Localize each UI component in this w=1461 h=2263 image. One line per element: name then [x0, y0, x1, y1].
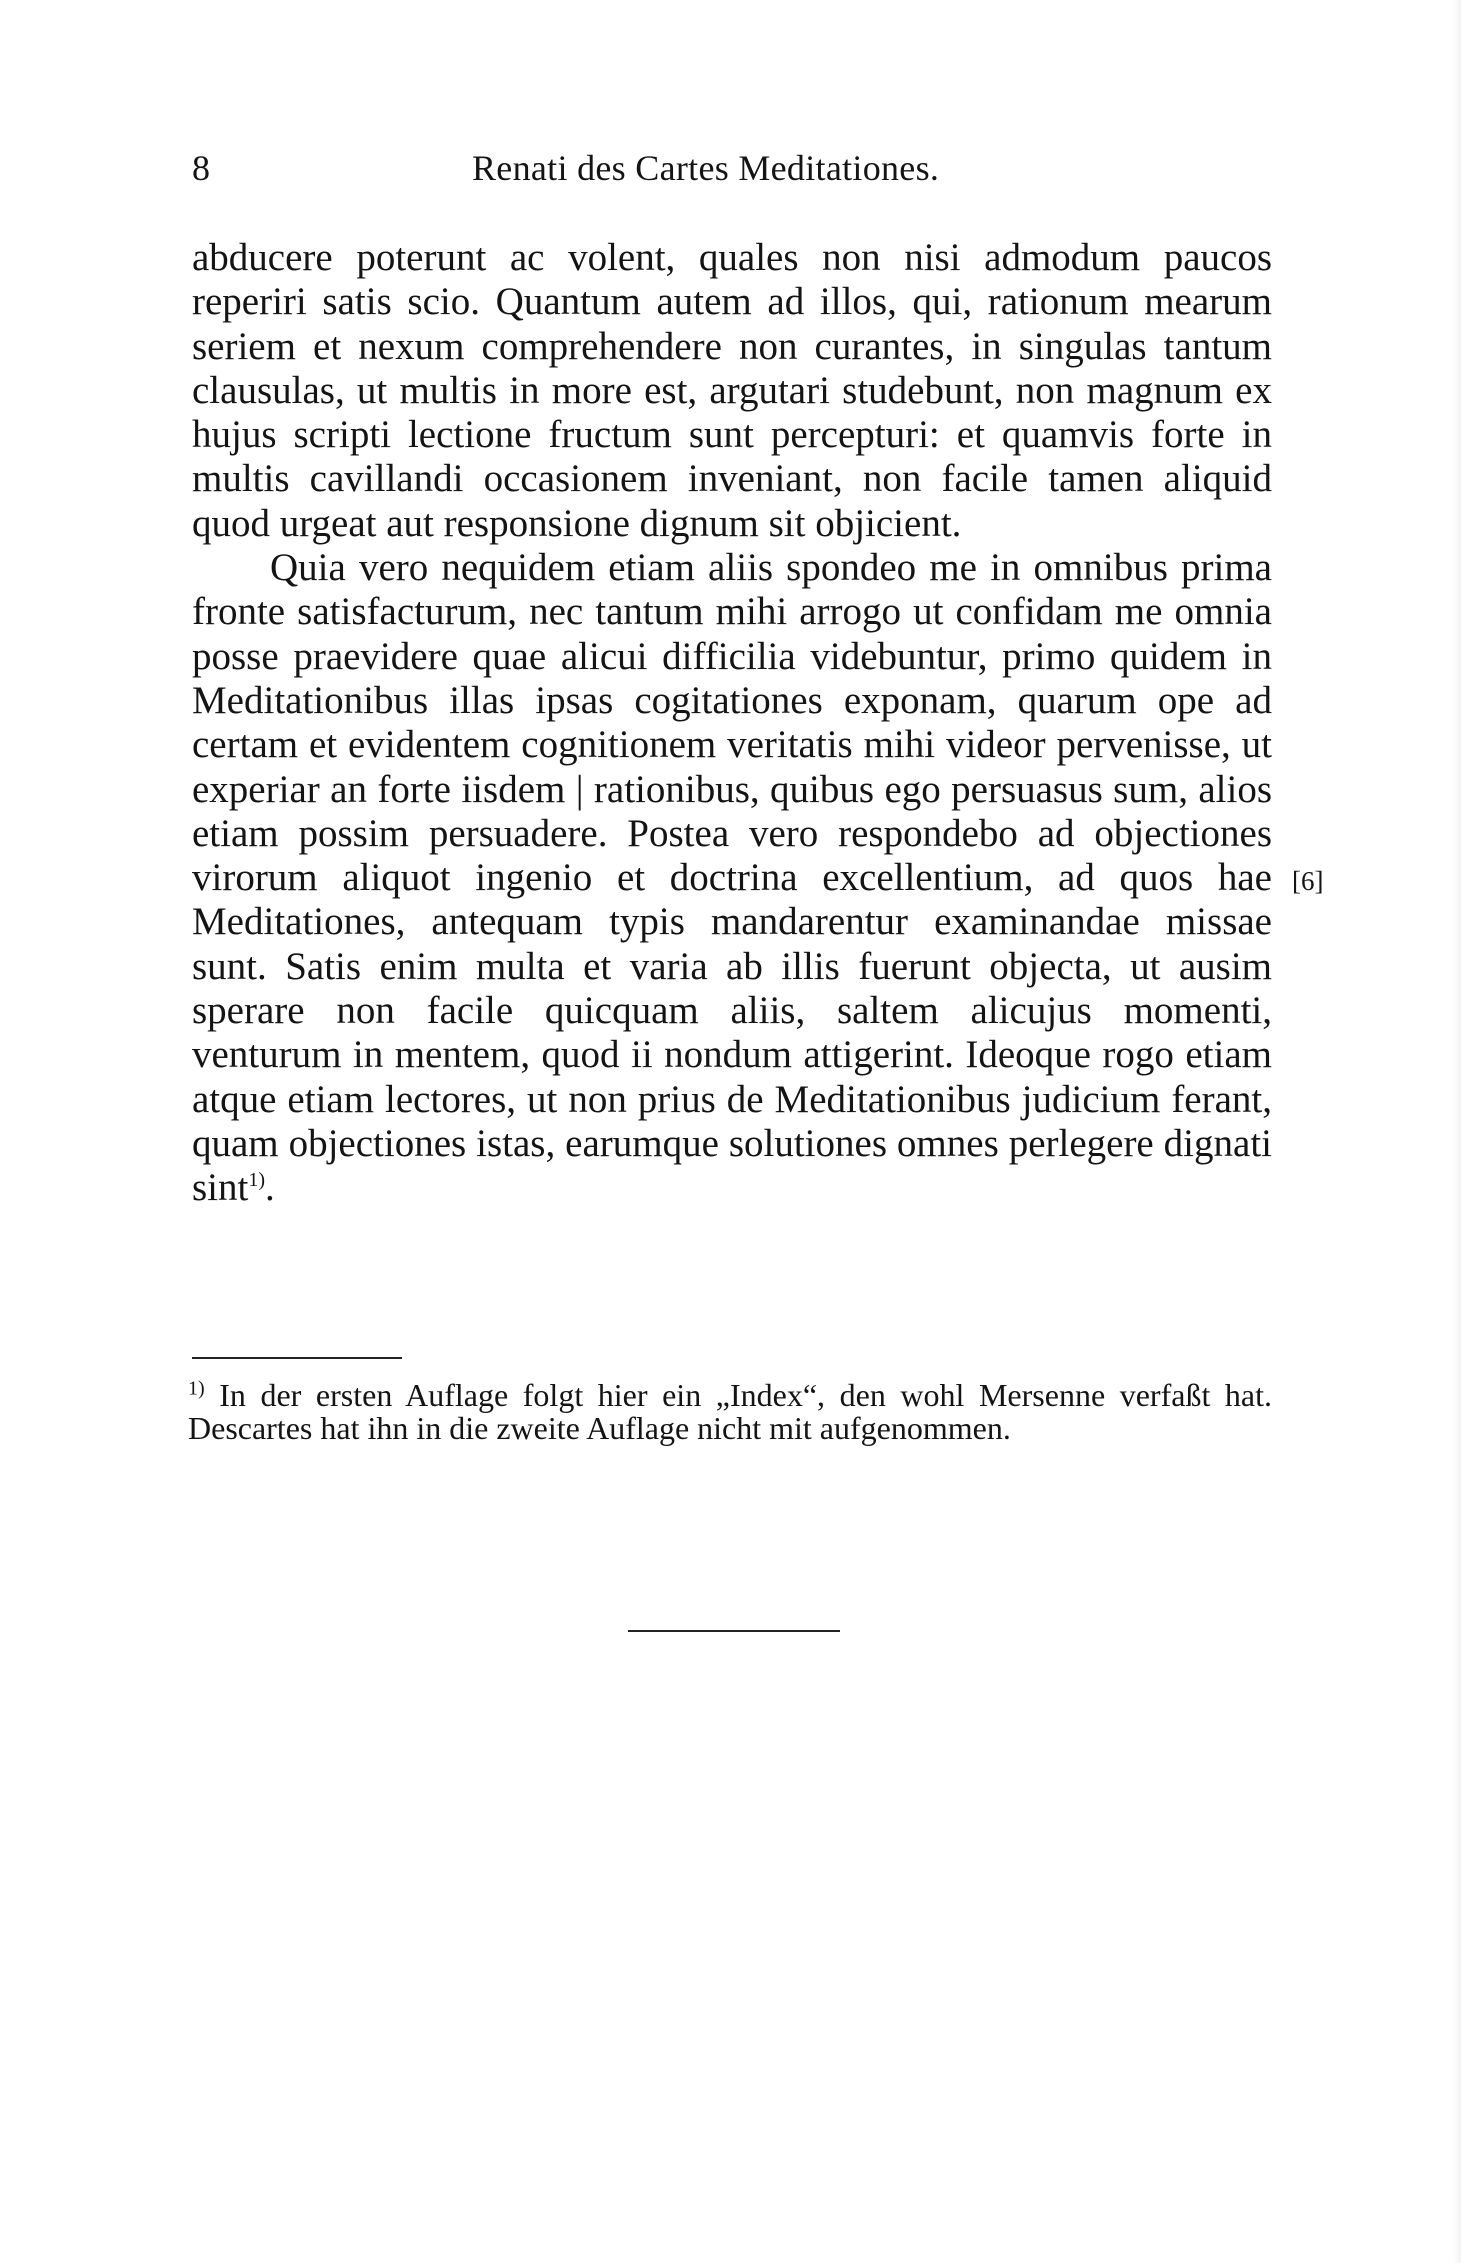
margin-page-reference: [6]	[1292, 866, 1324, 896]
section-end-rule	[628, 1630, 840, 1632]
body-text	[192, 236, 1272, 1211]
paragraph-2-text: Quia vero nequidem etiam aliis spondeo me in omnibus prima fronte satisfacturum, nec tantum mihi arrogo ut confidam me omnia posse praevidere quae alicui difficilia videbuntur, primo quidem in Meditationibus illas ipsas cogitationes exponam, quarum ope ad certam et evidentem cognitionem veritatis mihi videor pervenisse, ut experiar an forte iisdem | rationibus, quibus ego persuasus sum, alios etiam possim persuadere. Postea vero respondebo ad objectiones virorum aliquot ingenio et doctrina excellentium, ad quos hae Meditationes, antequam typis mandarentur examinandae missae sunt. Satis enim multa et varia ab illis fuerunt objecta, ut ausim sperare non facile quicquam aliis, saltem alicujus momenti, venturum in mentem, quod ii nondum attigerint. Ideoque rogo etiam atque etiam lectores, ut non prius de Meditationibus judicium ferant, quam objectiones istas, earumque solutiones omnes perlegere dignati sint	[192, 546, 1272, 1210]
footnote-text: In der ersten Auflage folgt hier ein „Index“, den wohl Mersenne verfaßt hat. Descartes hat ihn in die zweite Auflage nicht mit aufgenommen.	[188, 1377, 1272, 1446]
running-head	[192, 146, 1272, 190]
paragraph-2-end: .	[265, 1166, 275, 1210]
scan-edge-shadow	[1453, 0, 1461, 2263]
footnote-marker: 1)	[188, 1377, 205, 1400]
paragraph-1: abducere poterunt ac volent, quales non nisi admodum paucos reperiri satis scio. Quantum autem ad illos, qui, rationum mearum seriem et nexum comprehendere non curantes, in singulas tantum clausulas, ut multis in more est, argutari studebunt, non magnum ex hujus scripti lectione fructum sunt percepturi: et quamvis forte in multis cavillandi occasionem inveniant, non facile tamen aliquid quod urgeat aut responsione dignum sit objicient.	[192, 236, 1272, 545]
page-number: 8	[192, 148, 210, 188]
footnote-divider	[192, 1357, 402, 1359]
paragraph-2	[192, 546, 1272, 1210]
footnote	[188, 1379, 1272, 1445]
running-head-title: Renati des Cartes Meditationes.	[472, 148, 940, 188]
footnote-reference: 1)	[248, 1169, 266, 1192]
